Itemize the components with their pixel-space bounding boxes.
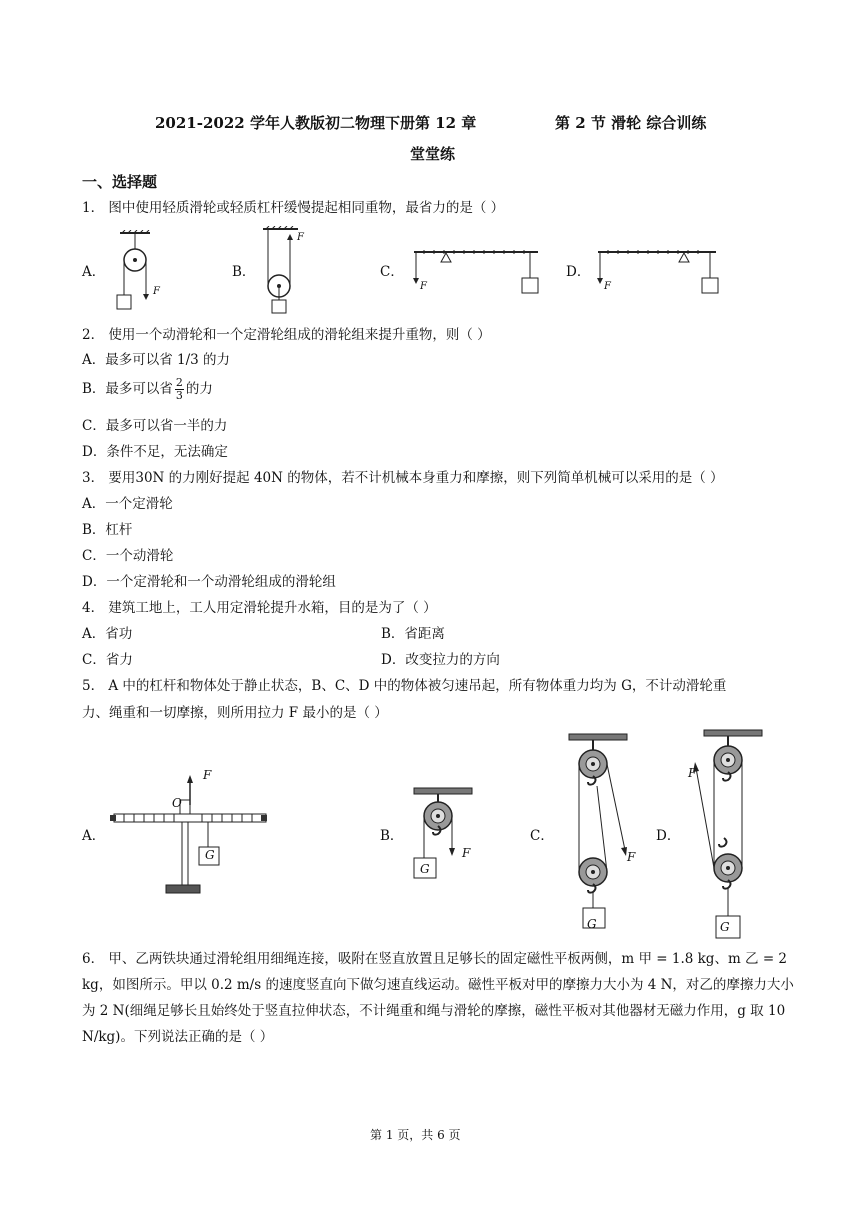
q3-option-a: A．一个定滑轮 [82,496,173,512]
question-5-line2: 力、绳重和一切摩擦，则所用拉力 F 最小的是（ ） [82,705,388,721]
q5b-weight-label: G [420,862,430,876]
q3-option-b: B．杠杆 [82,522,133,538]
title-line2: 堂堂练 [410,145,456,163]
q5-figure-c [565,732,640,942]
question-3: 3． 要用30N 的力刚好提起 40N 的物体，若不计机械本身重力和摩擦，则下列简单机械可以采用的是（ ） [82,470,724,486]
q5d-weight-label: G [720,920,730,934]
q5-option-c-label: C． [530,828,554,844]
q1-option-a-label: A． [82,264,106,280]
q1-option-c-label: C． [380,264,404,280]
q1-option-b-label: B． [232,264,256,280]
q5b-force-label: F [462,846,471,860]
q2-fraction-denominator: 3 [175,389,183,402]
q2-fraction-numerator: 2 [175,376,183,389]
q2-option-b-suffix: 的力 [185,381,213,397]
q5a-pivot-label: O [172,796,182,810]
q2-option-b-prefix: B．最多可以省 [82,381,173,397]
q5a-force-label: F [203,768,212,782]
q5c-force-label: F [627,850,636,864]
q5a-weight-label: G [205,848,215,862]
q5d-force-label: F [688,766,697,780]
q1c-force-label: F [420,281,427,292]
q2-option-d: D．条件不足，无法确定 [82,444,228,460]
q1-figure-c [410,244,545,300]
q1-option-d-label: D． [566,264,591,280]
q5-figure-a [110,765,270,900]
q5-option-b-label: B． [380,828,404,844]
q1-figure-d [594,244,724,300]
q5-option-a-label: A． [82,828,106,844]
q4-option-d: D．改变拉力的方向 [381,652,500,668]
question-1: 1． 图中使用轻质滑轮或轻质杠杆缓慢提起相同重物，最省力的是（ ） [82,200,505,216]
q1b-force-label: F [297,232,304,243]
q5-figure-d [680,728,770,946]
q5c-weight-label: G [587,917,597,931]
section-heading: 一、选择题 [82,173,158,191]
q3-option-c: C．一个动滑轮 [82,548,174,564]
q2-option-a: A．最多可以省 1/3 的力 [82,352,231,368]
question-6: 6． 甲、乙两铁块通过滑轮组用细绳连接，吸附在竖直放置且足够长的固定磁性平板两侧，m 甲 = 1.8 kg、m 乙 = 2 kg，如图所示。甲以 0.2 m/s 的速度竖直向下做匀速直线运动。磁性平板对甲的摩擦力大小为 4 N，对乙的摩擦力大小为 2 N(细绳足够长且始终处于竖直拉伸状态，不计绳重和绳与滑轮的摩擦，磁性平板对其他器材无磁力作用，g 取 10 N/kg)。下列说法正确的是（ ） [82,951,794,1045]
q4-option-c: C．省力 [82,652,133,668]
q1a-force-label: F [153,286,160,297]
question-4: 4． 建筑工地上，工人用定滑轮提升水箱，目的是为了（ ） [82,600,437,616]
q5-figure-b [408,786,478,886]
question-2: 2． 使用一个动滑轮和一个定滑轮组成的滑轮组来提升重物，则（ ） [82,327,491,343]
q2-fraction [175,377,184,402]
q3-option-d: D．一个定滑轮和一个动滑轮组成的滑轮组 [82,574,336,590]
q1-figure-a [110,230,160,312]
q4-option-b: B．省距离 [381,626,445,642]
q2-option-c: C．最多可以省一半的力 [82,418,228,434]
q5-option-d-label: D． [656,828,681,844]
q2-option-b [82,377,213,402]
title-left: 2021-2022 学年人教版初二物理下册第 12 章 [155,114,477,132]
page-footer: 第 1 页，共 6 页 [370,1128,461,1142]
title-right: 第 2 节 滑轮 综合训练 [555,114,707,132]
q1d-force-label: F [604,281,611,292]
q4-option-a: A．省功 [82,626,133,642]
question-5-line1: 5． A 中的杠杆和物体处于静止状态，B、C、D 中的物体被匀速吊起，所有物体重力均为 G，不计动滑轮重 [82,678,727,694]
